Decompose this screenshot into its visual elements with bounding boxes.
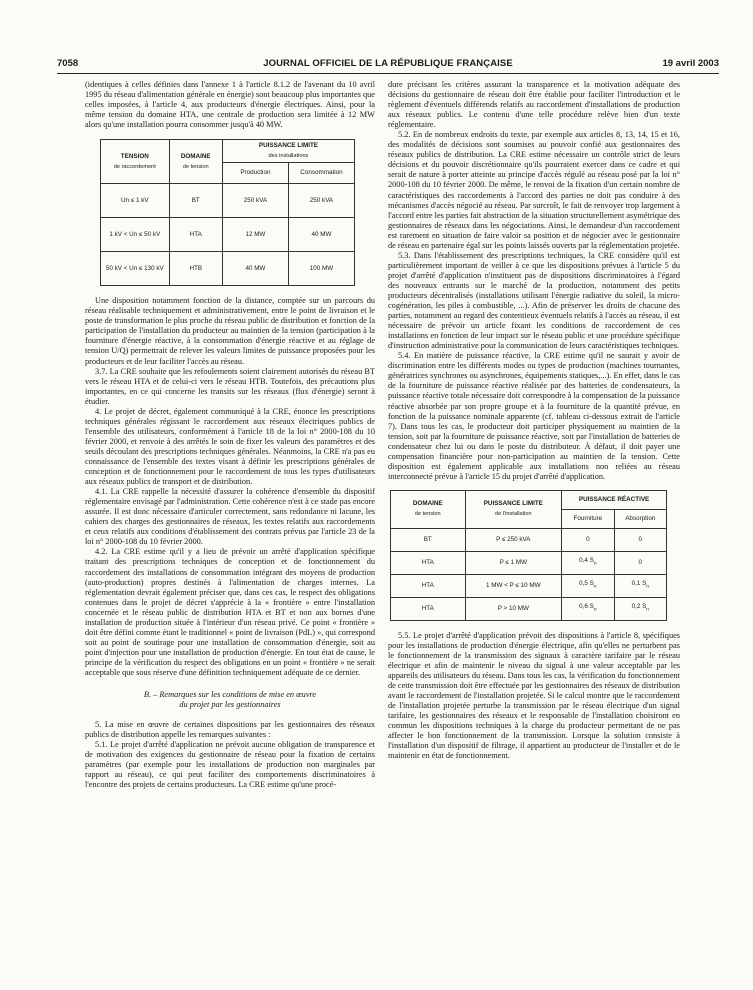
- table-cell: HTB: [169, 252, 222, 286]
- table-cell: 40 MW: [222, 252, 288, 286]
- table-row: [101, 252, 355, 286]
- table-cell: 0: [562, 528, 614, 551]
- reactive-power-table: [390, 490, 667, 621]
- col-title: DOMAINE: [412, 500, 443, 508]
- cell-value: 0,2 S: [631, 603, 647, 611]
- paragraph: 5.2. En de nombreux endroits du texte, par exemple aux articles 8, 13, 14, 15 et 16, des modalités de décisions sont soumises au pouvoir confié aux gestionnaires des réseaux publics de distribution. La CRE estime nécessaire un contrôle strict de leurs décisions et du pouvoir discrétionnaire qu'ils pourraient exercer dans ce cadre et qui serait de nature à porter atteinte au principe d'accès régulé au réseau posé par la loi n° 2000-108 du 10 février 2000. De même, le renvoi de la fixation d'un certain nombre de caractéristiques des raccordements à l'accord des parties ne doit pas conduire à des mécanismes d'accès négocié au réseau. Par surcroît, le fait de renvoyer trop largement à l'accord entre les parties fait abstraction de la situation structurellement asymétrique des gestionnaires de réseaux dans les négociations. Ainsi, le demandeur d'un raccordement est rarement en situation de faire valoir sa position et de négocier avec le gestionnaire de réseau en partenaire égal sur les points laissés ouverts par la réglementation projetée.: [388, 130, 681, 250]
- table-cell: 100 MW: [288, 252, 354, 286]
- col-title: TENSION: [120, 152, 149, 160]
- subscript: n: [646, 584, 649, 590]
- table-cell: 40 MW: [288, 218, 354, 252]
- table-row: [391, 551, 667, 574]
- col-subtitle: de raccordement: [113, 163, 156, 170]
- page-header: [57, 58, 719, 72]
- subscript: n: [593, 561, 597, 567]
- paragraph: 3.7. La CRE souhaite que les refoulements soient clairement autorisés du réseau BT vers le réseau HTA et de celui-ci vers le réseau HTB. Toutefois, des précautions plus importantes, en ce qui concerne les transits sur les réseaux (flux d'énergie) seront à étudier.: [85, 366, 375, 406]
- col-subtitle: de tension: [414, 511, 441, 518]
- left-column: [85, 80, 375, 790]
- page-number: 7058: [57, 58, 79, 69]
- table-header: [391, 490, 466, 528]
- table-cell: HTA: [169, 218, 222, 252]
- cell-value: 0,1 S: [631, 580, 647, 588]
- table-header: [562, 490, 667, 509]
- table-cell: P ≤ 250 kVA: [465, 528, 562, 551]
- table-row: [391, 597, 667, 620]
- table-header: [465, 490, 562, 528]
- table-row: [391, 528, 667, 551]
- paragraph: 5. La mise en œuvre de certaines dispositions par les gestionnaires des réseaux publics de distribution appelle les remarques suivantes :: [85, 720, 375, 740]
- section-heading: [85, 700, 375, 710]
- col-subtitle: des installations: [268, 153, 309, 160]
- table-row: [101, 184, 355, 218]
- header-rule: [57, 73, 719, 74]
- heading-line: B. – Remarques sur les conditions de mise en œuvre: [143, 690, 317, 700]
- paragraph: dure précisant les critères assurant la transparence et la motivation adéquate des décisions du gestionnaire de réseau doit être établie pour faciliter l'introduction et le règlement d'éventuels différends relatifs au raccordement d'installations de production aux réseaux publics. Le contenu d'une telle procédure relève bien d'un texte réglementaire.: [388, 80, 680, 130]
- table-cell: [562, 574, 614, 597]
- table-subheader: Fourniture: [562, 509, 614, 528]
- table-cell: HTA: [391, 574, 466, 597]
- paragraph: Une disposition notamment fonction de la distance, comptée sur un parcours du réseau réalisable techniquement et administrativement, entre le point de livraison et le poste de transformation le plus proche du réseau public de distribution et fonction de la participation de l'installation du producteur au maintien de la tension (participation à la fourniture d'énergie réactive, à la consommation d'énergie réactive et au réglage de tension U/Q) permettrait de relever les valeurs limites de puissance proposées pour les producteurs et de leur faciliter l'accès au réseau.: [85, 296, 375, 366]
- table-subheader: Consommation: [288, 163, 354, 184]
- table-cell: HTA: [391, 551, 466, 574]
- paragraph: (identiques à celles définies dans l'annexe 1 à l'article 8.1.2 de l'avenant du 10 avril 1995 du réseau d'alimentation générale en énergie) sont beaucoup plus importantes que celles imposées, à l'article 4, aux producteurs d'énergie électriques. Ainsi, pour la même tension du domaine HTA, une centrale de production sera limitée à 12 MW alors qu'une installation pourra consommer jusqu'à 40 MW.: [85, 80, 375, 130]
- table-cell: P ≤ 1 MW: [465, 551, 562, 574]
- subscript: n: [646, 607, 649, 613]
- table-cell: 250 kVA: [222, 184, 288, 218]
- cell-value: 0,5 S: [579, 580, 594, 588]
- table-cell: Un ≤ 1 kV: [101, 184, 170, 218]
- paragraph: 5.5. Le projet d'arrêté d'application prévoit des dispositions à l'article 8, spécifiques pour les installations de production d'énergie électrique, afin qu'elles ne perturbent pas le fonctionnement de la transmission des signaux à caractère tarifaire par le réseau électrique et afin de maintenir le niveau du signal à une valeur acceptable par les appareils des utilisateurs du réseau. Dans tous les cas, la vérification du fonctionnement de cette transmission doit être effectuée par les gestionnaires des réseaux de distribution avant le raccordement de l'installation projetée. Si le calcul montre que le raccordement de l'installation projetée perturbe la transmission par le réseau électrique d'un signal tarifaire, les gestionnaires des réseaux et le responsable de l'installation choisiront en commun les dispositions techniques à la charge du producteur permettant de ne pas affecter le bon fonctionnement de la transmission. Lorsque la solution consiste à l'installation d'un dispositif de filtrage, il appartient au producteur de l'installer et de le maintenir en état de fonctionnement.: [388, 630, 680, 761]
- table-cell: 0: [614, 551, 666, 574]
- table-cell: 1 MW < P ≤ 10 MW: [465, 574, 562, 597]
- paragraph: 5.3. Dans l'établissement des prescriptions techniques, la CRE considère qu'il est particulièrement important de veiller à ce que les dispositions prévues à l'article 5 du projet d'arrêté d'application n'instituent pas de dispositions discriminatoires à l'égard des nouveaux entrants sur le marché de la production, notamment des petits producteurs décentralisés (installations utilisant l'énergie radiative du soleil, la micro-cogénération, les piles à combustible, ...). Afin de préserver les droits de chacune des parties, notamment au regard des contentieux éventuels relatifs à l'accès au réseau, il est nécessaire de prévoir un article fixant les conditions de raccordement de ces installations en fonction de leur impact sur le réseau public et une procédure spécifique d'instruction administrative pour la communication de leurs caractéristiques techniques.: [388, 250, 680, 351]
- table-cell: 0: [614, 528, 666, 551]
- col-title: PUISSANCE RÉACTIVE: [578, 495, 650, 503]
- table-cell: BT: [169, 184, 222, 218]
- table-header: [169, 140, 222, 184]
- cell-value: 0,4 S: [579, 557, 594, 565]
- table-cell: HTA: [391, 597, 466, 620]
- col-subtitle: de tension: [182, 163, 209, 170]
- right-column: [388, 80, 680, 761]
- table-cell: BT: [391, 528, 466, 551]
- issue-date: 19 avril 2003: [662, 58, 719, 69]
- paragraph: 4. Le projet de décret, également communiqué à la CRE, énonce les prescriptions techniques générales régissant le raccordement aux réseaux électriques publics de l'ensemble des utilisateurs, conformément à l'article 18 de la loi n° 2000-108 du 10 février 2000, et renvoie à des arrêtés le soin de fixer les valeurs des paramètres et des seuils découlant des prescriptions techniques générales. Néanmoins, la CRE n'a pas eu connaissance de l'ensemble des textes visant à définir les prescriptions générales de conception et de fonctionnement pour le raccordement de tous les types d'utilisateurs aux réseaux publics de transport et de distribution.: [85, 406, 375, 487]
- table-cell: 250 kVA: [288, 184, 354, 218]
- section-heading: [85, 690, 375, 700]
- table-row: [391, 574, 667, 597]
- col-title: DOMAINE: [180, 152, 211, 160]
- journal-title: JOURNAL OFFICIEL DE LA RÉPUBLIQUE FRANÇAISE: [263, 58, 513, 69]
- table-header: [101, 140, 170, 184]
- col-title: PUISSANCE LIMITE: [258, 142, 319, 150]
- col-subtitle: de l'installation: [495, 511, 532, 518]
- subscript: n: [593, 607, 597, 613]
- paragraph: 4.1. La CRE rappelle la nécessité d'assurer la cohérence d'ensemble du dispositif réglementaire envisagé par l'administration. Cette cohérence n'est à ce stade pas encore assurée. Il est donc nécessaire d'articuler correctement, sans redondance ni lacune, les cahiers des charges des gestionnaires de réseaux, les textes relatifs aux raccordements et ceux relatifs aux conditions d'établissement des contrats prévus par l'article 23 de la loi n° 2000-108 du 10 février 2000.: [85, 487, 375, 547]
- subscript: n: [593, 584, 597, 590]
- heading-line: du projet par les gestionnaires: [179, 700, 281, 710]
- table-header: [222, 140, 354, 163]
- col-title: PUISSANCE LIMITE: [483, 500, 543, 508]
- table-cell: [614, 597, 666, 620]
- cell-value: 0,6 S: [579, 603, 594, 611]
- table-subheader: Production: [222, 163, 288, 184]
- paragraph: 5.1. Le projet d'arrêté d'application ne prévoit aucune obligation de transparence et de motivation des exigences du gestionnaire de réseau pour la fixation de certains paramètres (par exemple pour les installations de production non marginales par rapport au réseau), ce qui peut faciliter des comportements discriminatoires à l'encontre des projets de certains producteurs. La CRE estime qu'une procé-: [85, 740, 375, 790]
- table-cell: 50 kV < Un ≤ 130 kV: [101, 252, 170, 286]
- table-cell: 1 kV < Un ≤ 50 kV: [101, 218, 170, 252]
- table-row: [101, 218, 355, 252]
- paragraph: 5.4. En matière de puissance réactive, la CRE estime qu'il ne saurait y avoir de discrimination entre les différents modes ou types de production (machines tournantes, génératrices synchrones ou asynchrones, équipements statiques,...). En effet, dans le cas de la fourniture de puissance réactive réalisée par des batteries de condensateurs, la puissance réactive totale nécessaire doit correspondre à la compensation de la puissance réactive absorbée par son propre groupe et à la fourniture de la quantité prévue, en fonction de la puissance nominale apparente (cf. tableau ci-dessous extrait de l'article 7). Dans tous les cas, le producteur doit participer physiquement au maintien de la tension, soit par la fourniture de puissance réactive, soit par l'installation de batteries de condensateur chez lui ou dans le poste du distributeur. À défaut, il doit payer une compensation financière pour non-participation au maintien de la tension. Cette disposition est également applicable aux installations non reliées au réseau interconnecté prévue à l'article 15 du projet d'arrêté d'application.: [388, 351, 680, 481]
- table-cell: [562, 597, 614, 620]
- paragraph: 4.2. La CRE estime qu'il y a lieu de prévoir un arrêté d'application spécifique traitant des prescriptions techniques de conception et de fonctionnement du raccordement des installations de consommation intégrant des moyens de production (auto-production) propres destinés à l'alimentation de charges internes. La réglementation devrait également préciser que, dans ces cas, le respect des obligations contenues dans le projet de décret s'apprécie à la « frontière » entre l'installation concernée et le réseau public de distribution HTA et BT et non aux bornes d'une installation de production située à l'intérieur d'un réseau privé. Ce point « frontière » doit être défini comme étant le traditionnel « point de livraison (PdL) », qui correspond soit au point de soutirage pour une installation de consommation d'énergie, soit au point d'injection pour une installation de production d'énergie. En tout état de cause, le principe de la vérification du respect des obligations en un point « frontière » ne serait acceptable que sous réserve d'une définition techniquement adéquate de ce dernier.: [85, 547, 375, 677]
- table-cell: [614, 574, 666, 597]
- table-subheader: Absorption: [614, 509, 666, 528]
- table-cell: [562, 551, 614, 574]
- power-limit-table: [100, 139, 355, 286]
- table-cell: P > 10 MW: [465, 597, 562, 620]
- table-cell: 12 MW: [222, 218, 288, 252]
